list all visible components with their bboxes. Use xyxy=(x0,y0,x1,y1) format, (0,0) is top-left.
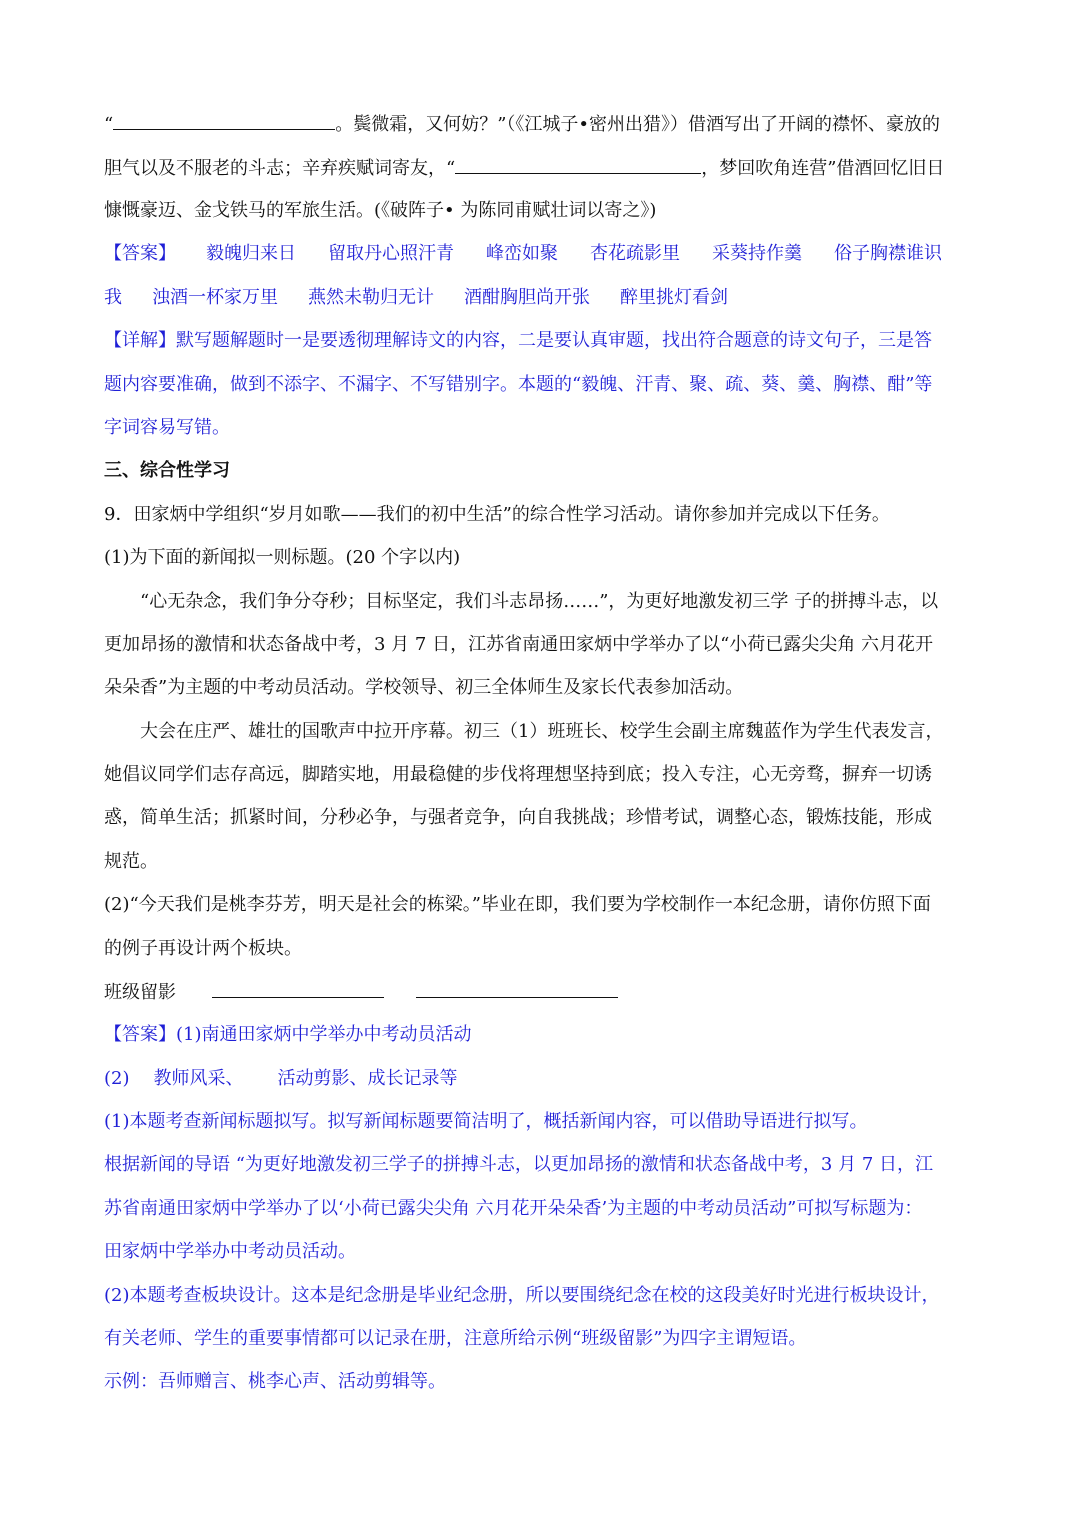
answer2-line-2: (2) 教师风采、 活动剪影、成长记录等 xyxy=(104,1068,458,1089)
poem-line-1: “ 。鬓微霜，又何妨？”（《江城子•密州出猎》）借酒写出了开阔的襟怀、豪放的 xyxy=(104,111,940,138)
news-paragraph-2-line: 大会在庄严、雄壮的国歌声中拉开序幕。初三（1）班班长、校学生会副主席魏蓝作为学生代表发言， xyxy=(140,721,944,742)
explain-line: 示例：吾师赠言、桃李心声、活动剪辑等。 xyxy=(104,1371,446,1392)
answer2-line-1: 【答案】(1)南通田家炳中学举办中考动员活动 xyxy=(104,1024,472,1045)
answer-item: 留取丹心照汗青 xyxy=(328,243,454,264)
example-label: 班级留影 xyxy=(104,982,176,1003)
answer-item: 我 xyxy=(104,287,122,308)
news-paragraph-1-line: 更加昂扬的激情和状态备战中考，3 月 7 日，江苏省南通田家炳中学举办了以“小荷已露尖尖角 六月花开 xyxy=(104,634,933,655)
fill-blank xyxy=(416,979,618,998)
poem-line-3: 慷慨豪迈、金戈铁马的军旅生活。(《破阵子• 为陈同甫赋壮词以寄之》) xyxy=(104,200,657,221)
question-part-2-line: (2)“今天我们是桃李芬芳，明天是社会的栋梁。”毕业在即，我们要为学校制作一本纪念册，请你仿照下面 xyxy=(104,894,931,915)
answer-row-1 xyxy=(104,241,942,267)
answer-item: 峰峦如聚 xyxy=(486,243,558,264)
explain-line: 田家炳中学举办中考动员活动。 xyxy=(104,1241,356,1262)
section-title: 三、综合性学习 xyxy=(104,460,230,481)
answer-item: 毅魄归来日 xyxy=(206,243,296,264)
answer-item: 采葵持作羹 xyxy=(712,243,802,264)
news-paragraph-2-line: 她倡议同学们志存高远，脚踏实地，用最稳健的步伐将理想坚持到底；投入专注，心无旁骛，摒弃一切诱 xyxy=(104,764,932,785)
fill-blank xyxy=(455,155,701,174)
example-row xyxy=(104,979,618,1006)
fill-blank xyxy=(212,979,384,998)
answer-item: 俗子胸襟谁识 xyxy=(834,243,942,264)
answer-item: 燕然未勒归无计 xyxy=(308,287,434,308)
news-paragraph-1-line: 朵朵香”为主题的中考动员活动。学校领导、初三全体师生及家长代表参加活动。 xyxy=(104,677,744,698)
explain-line: (1)本题考查新闻标题拟写。拟写新闻标题要简洁明了，概括新闻内容，可以借助导语进行拟写。 xyxy=(104,1111,868,1132)
question-part-2-line: 的例子再设计两个板块。 xyxy=(104,938,302,959)
fill-blank xyxy=(113,111,335,130)
news-paragraph-2-line: 规范。 xyxy=(104,851,158,872)
answer-label: 【答案】 xyxy=(104,1024,176,1045)
question-part-1: (1)为下面的新闻拟一则标题。(20 个字以内) xyxy=(104,547,461,568)
explain-line: 根据新闻的导语 “为更好地激发初三学子的拼搏斗志，以更加昂扬的激情和状态备战中考，3 月 7 日，江 xyxy=(104,1154,933,1175)
detail-line-2: 题内容要准确，做到不添字、不漏字、不写错别字。本题的“毅魄、汗青、聚、疏、葵、羹、胸襟、酣”等 xyxy=(104,374,933,395)
answer-item: 杏花疏影里 xyxy=(590,243,680,264)
answer-row-2 xyxy=(104,285,728,311)
detail-line-3: 字词容易写错。 xyxy=(104,417,230,438)
answer-item: 醉里挑灯看剑 xyxy=(620,287,728,308)
news-paragraph-1-line: “心无杂念，我们争分夺秒；目标坚定，我们斗志昂扬……”，为更好地激发初三学 子的拼搏斗志，以 xyxy=(140,591,939,612)
answer-label: 【答案】 xyxy=(104,243,176,264)
answer-item: 浊酒一杯家万里 xyxy=(152,287,278,308)
detail-label: 【详解】 xyxy=(104,330,176,351)
explain-line: (2)本题考查板块设计。这本是纪念册是毕业纪念册，所以要围绕纪念在校的这段美好时光进行板块设计， xyxy=(104,1285,940,1306)
explain-line: 苏省南通田家炳中学举办了以‘小荷已露尖尖角 六月花开朵朵香’为主题的中考动员活动”可拟写标题为： xyxy=(104,1198,923,1219)
news-paragraph-2-line: 惑，简单生活；抓紧时间，分秒必争，与强者竞争，向自我挑战；珍惜考试，调整心态，锻炼技能，形成 xyxy=(104,807,932,828)
answer-item: 酒酣胸胆尚开张 xyxy=(464,287,590,308)
detail-line-1: 【详解】默写题解题时一是要透彻理解诗文的内容，二是要认真审题，找出符合题意的诗文句子，三是答 xyxy=(104,330,932,351)
question-stem: 9．田家炳中学组织“岁月如歌——我们的初中生活”的综合性学习活动。请你参加并完成以下任务。 xyxy=(104,504,890,525)
explain-line: 有关老师、学生的重要事情都可以记录在册，注意所给示例“班级留影”为四字主谓短语。 xyxy=(104,1328,807,1349)
poem-line-2: 胆气以及不服老的斗志；辛弃疾赋词寄友，“ ，梦回吹角连营”借酒回忆旧日 xyxy=(104,155,944,182)
